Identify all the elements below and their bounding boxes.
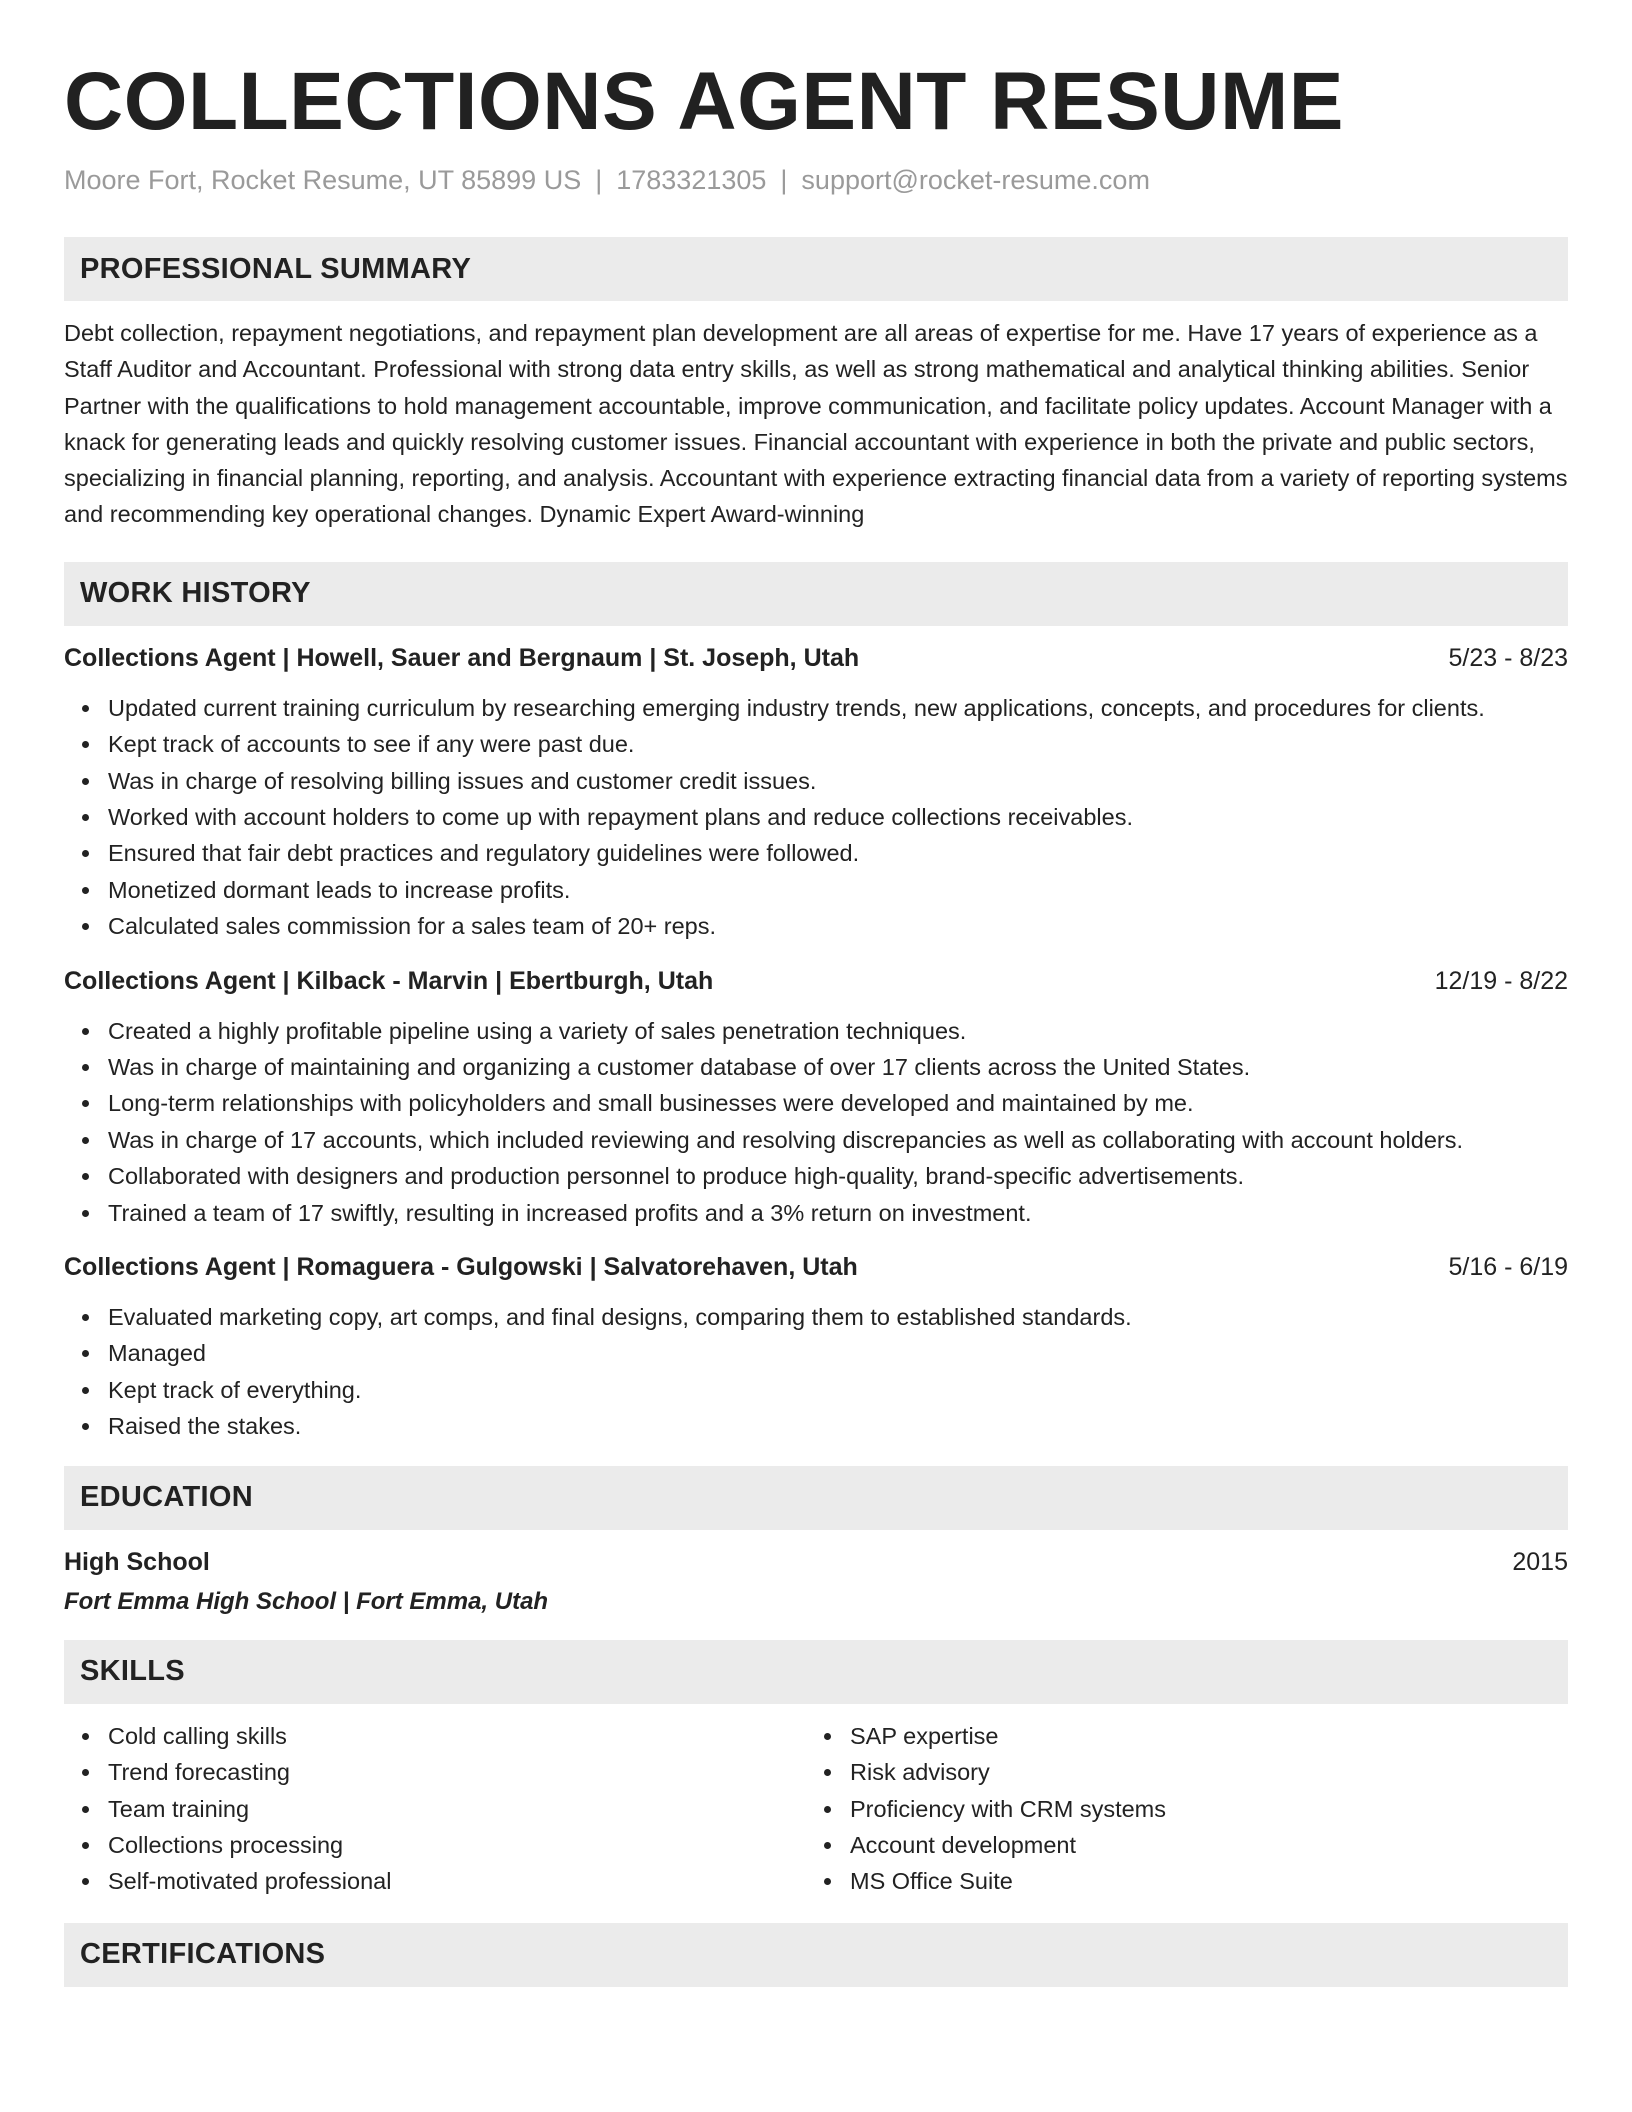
contact-phone: 1783321305 [616,165,767,195]
job-bullets [64,1299,1568,1445]
list-item: Team training [64,1791,806,1827]
job-bullets [64,690,1568,945]
job-dates: 12/19 - 8/22 [1434,966,1568,995]
job-title-line: Collections Agent | Howell, Sauer and Bergnaum | St. Joseph, Utah [64,643,860,672]
resume-page [64,52,1568,1987]
list-item: Was in charge of 17 accounts, which included reviewing and resolving discrepancies as well as collaborating with account holders. [64,1122,1568,1158]
list-item: Created a highly profitable pipeline using a variety of sales penetration techniques. [64,1013,1568,1049]
section-header-work-history: WORK HISTORY [64,562,1568,626]
section-header-summary: PROFESSIONAL SUMMARY [64,237,1568,301]
list-item: MS Office Suite [806,1863,1548,1899]
job-bullets [64,1013,1568,1231]
education-header [64,1545,1568,1579]
education-school: Fort Emma High School | Fort Emma, Utah [64,1587,549,1615]
job-header [64,1250,1568,1284]
list-item: SAP expertise [806,1718,1548,1754]
list-item: Worked with account holders to come up with repayment plans and reduce collections receivables. [64,799,1568,835]
list-item: Account development [806,1827,1548,1863]
list-item: Long-term relationships with policyholders and small businesses were developed and maintained by me. [64,1085,1568,1121]
list-item: Updated current training curriculum by researching emerging industry trends, new applications, concepts, and procedures for clients. [64,690,1568,726]
job-header [64,964,1568,998]
summary-text: Debt collection, repayment negotiations, and repayment plan development are all areas of expertise for me. Have 17 years of experience as a Staff Auditor and Accountant. Professional with strong data entry skills, as well as strong mathematical and analytical thinking abilities. Senior Partner with the qualifications to hold management accountable, improve communication, and facilitate policy updates. Account Manager with a knack for generating leads and quickly resolving customer issues. Financial accountant with experience in both the private and public sectors, specializing in financial planning, reporting, and analysis. Accountant with experience extracting financial data from a variety of reporting systems and recommending key operational changes. Dynamic Expert Award-winning [64,320,1568,528]
contact-separator: | [780,165,788,195]
section-header-certifications: CERTIFICATIONS [64,1923,1568,1987]
job-dates: 5/23 - 8/23 [1448,643,1568,672]
job-title-line: Collections Agent | Kilback - Marvin | Ebertburgh, Utah [64,966,714,995]
list-item: Ensured that fair debt practices and regulatory guidelines were followed. [64,835,1568,871]
list-item: Proficiency with CRM systems [806,1791,1548,1827]
contact-address: Moore Fort, Rocket Resume, UT 85899 US [64,165,582,195]
list-item: Cold calling skills [64,1718,806,1754]
list-item: Monetized dormant leads to increase profits. [64,872,1568,908]
job-dates: 5/16 - 6/19 [1448,1253,1568,1282]
section-header-education: EDUCATION [64,1466,1568,1530]
list-item: Managed [64,1335,1568,1371]
section-header-skills: SKILLS [64,1640,1568,1704]
contact-separator: | [595,165,603,195]
job-header [64,641,1568,675]
list-item: Calculated sales commission for a sales team of 20+ reps. [64,908,1568,944]
education-year: 2015 [1512,1547,1568,1576]
list-item: Was in charge of resolving billing issues and customer credit issues. [64,763,1568,799]
list-item: Collections processing [64,1827,806,1863]
job-entry [64,1250,1568,1445]
list-item: Kept track of everything. [64,1372,1568,1408]
job-entry [64,964,1568,1231]
skills-column-left [64,1718,806,1900]
list-item: Risk advisory [806,1754,1548,1790]
list-item: Evaluated marketing copy, art comps, and final designs, comparing them to established standards. [64,1299,1568,1335]
list-item: Trained a team of 17 swiftly, resulting in increased profits and a 3% return on investment. [64,1195,1568,1231]
education-entry [64,1545,1568,1619]
job-entry [64,641,1568,945]
contact-line [64,162,1568,198]
skills-column-right [806,1718,1548,1900]
skills-grid [64,1718,1568,1900]
list-item: Kept track of accounts to see if any were past due. [64,726,1568,762]
job-title-line: Collections Agent | Romaguera - Gulgowski | Salvatorehaven, Utah [64,1253,858,1282]
list-item: Collaborated with designers and production personnel to produce high-quality, brand-specific advertisements. [64,1158,1568,1194]
list-item: Raised the stakes. [64,1408,1568,1444]
contact-email: support@rocket-resume.com [801,165,1150,195]
list-item: Trend forecasting [64,1754,806,1790]
resume-title: COLLECTIONS AGENT RESUME [64,56,1344,147]
list-item: Self-motivated professional [64,1863,806,1899]
list-item: Was in charge of maintaining and organizing a customer database of over 17 clients across the United States. [64,1049,1568,1085]
education-degree: High School [64,1547,210,1576]
